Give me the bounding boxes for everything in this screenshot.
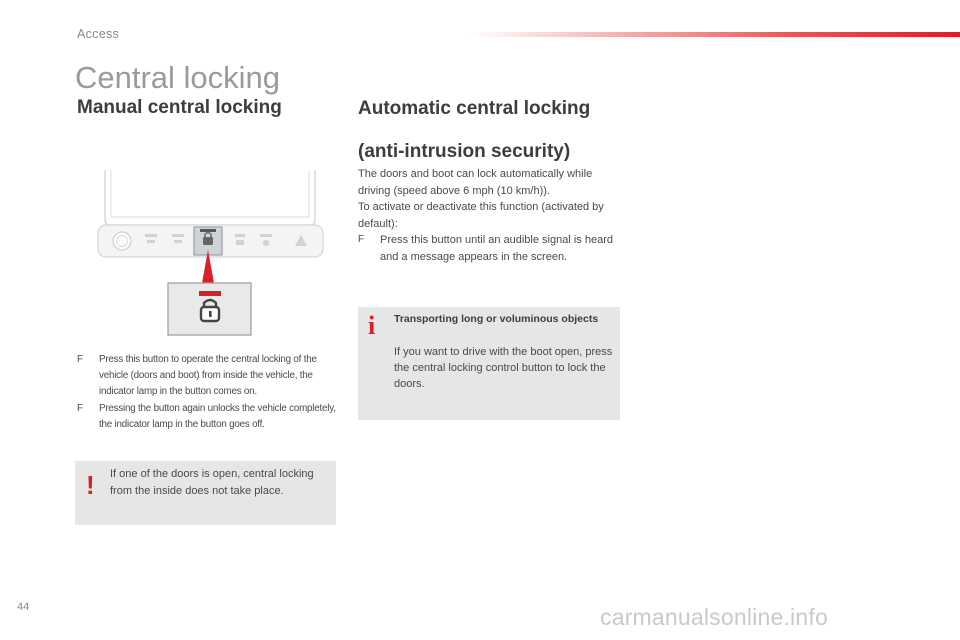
automatic-heading: Automatic central locking [358,98,591,119]
section-label: Access [77,27,120,41]
info-icon: i [368,311,376,340]
automatic-bullet-text: Press this button until an audible signal is heard and a message appears in the screen. [380,234,613,263]
header-rule [470,32,960,37]
central-locking-panel-illustration [95,165,330,345]
automatic-bullet [358,232,623,265]
bullet-mark: F [77,354,83,365]
automatic-subheading: (anti-intrusion security) [358,141,571,162]
page-title: Central locking [75,60,281,95]
info-title: Transporting long or voluminous objects [394,313,599,325]
info-text: If you want to drive with the boot open, press the central locking control button to lock the doors. [394,346,613,390]
manual-bullet-list [77,352,339,433]
watermark: carmanualsonline.info [600,604,828,630]
manual-bullet-text: Pressing the button again unlocks the vehicle completely, the indicator lamp in the button goes off. [99,402,336,430]
page-number: 44 [17,601,30,613]
manual-heading: Manual central locking [77,97,282,118]
bullet-mark: F [358,234,365,245]
manual-bullet-text: Press this button to operate the central locking of the vehicle (doors and boot) from inside the vehicle, the indicator lamp in the button comes on. [99,354,317,398]
automatic-para-2: To activate or deactivate this function (activated by default): [358,201,604,230]
manual-bullet-1 [77,352,339,401]
exclamation-icon: ! [86,470,95,500]
bullet-mark: F [77,402,83,414]
warning-text: If one of the doors is open, central locking from the inside does not take place. [110,468,314,497]
automatic-body [358,166,623,265]
manual-bullet-2 [77,401,339,433]
automatic-para-1: The doors and boot can lock automatically while driving (speed above 6 mph (10 km/h)). [358,168,593,197]
